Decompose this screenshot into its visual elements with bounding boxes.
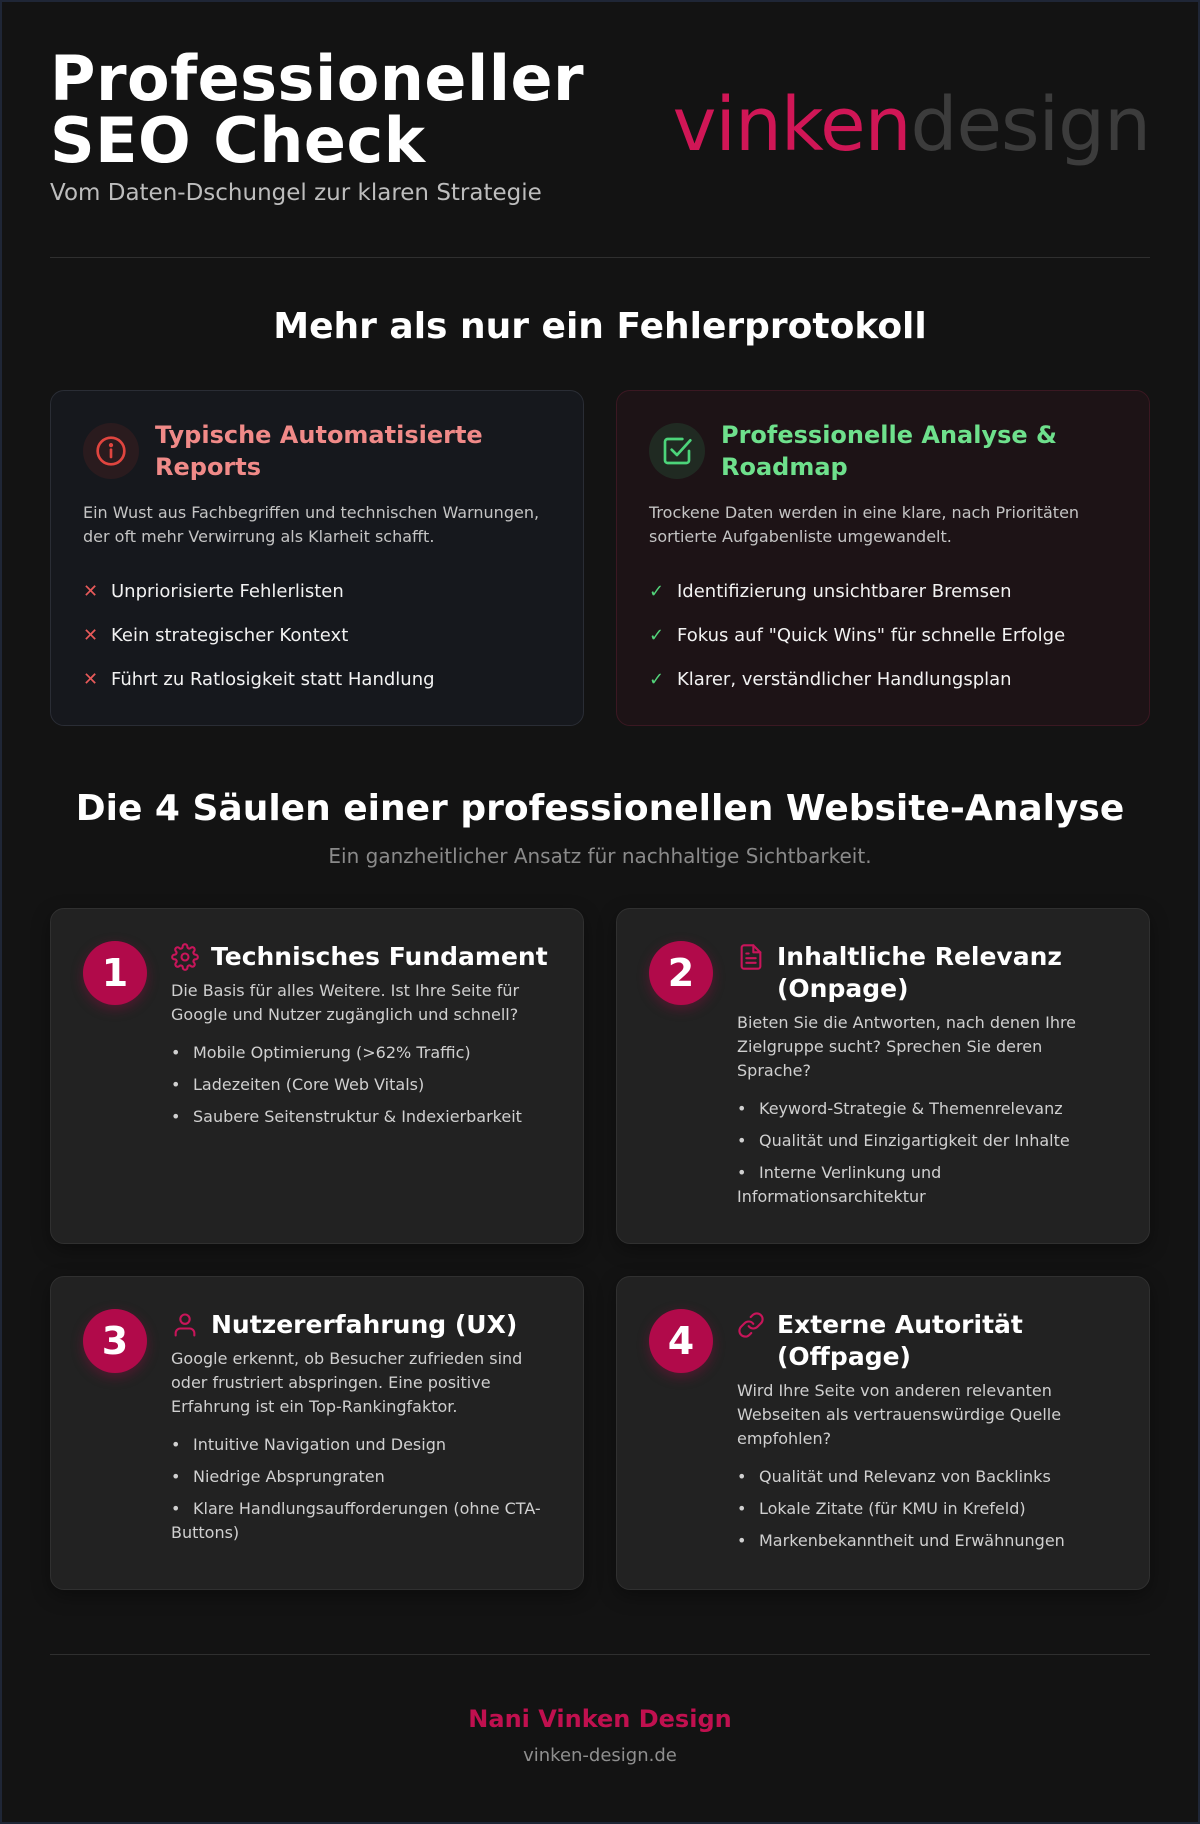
drawback-list bbox=[83, 569, 551, 701]
pillar-description: Bieten Sie die Antworten, nach denen Ihre Zielgruppe sucht? Sprechen Sie deren Sprache? bbox=[737, 1013, 1077, 1080]
list-item: • Klare Handlungsaufforderungen (ohne CTA-Buttons) bbox=[171, 1497, 551, 1545]
pillar-description: Wird Ihre Seite von anderen relevanten Webseiten als vertrauenswürdige Quelle empfohlen? bbox=[737, 1381, 1062, 1448]
pillar-number: 4 bbox=[649, 1309, 713, 1373]
user-icon bbox=[171, 1311, 199, 1339]
card-title: Typische Automatisierte Reports bbox=[155, 421, 483, 481]
professional-analysis-card bbox=[616, 390, 1150, 726]
list-item: • Mobile Optimierung (>62% Traffic) bbox=[171, 1041, 551, 1065]
list-item: • Keyword-Strategie & Themenrelevanz bbox=[737, 1097, 1117, 1121]
document-icon bbox=[737, 943, 765, 971]
list-item: • Ladezeiten (Core Web Vitals) bbox=[171, 1073, 551, 1097]
pillar-list bbox=[171, 1041, 551, 1129]
list-item bbox=[649, 569, 1117, 613]
brand-logo bbox=[673, 80, 1150, 170]
pillar-title: Nutzererfahrung (UX) bbox=[211, 1310, 518, 1339]
list-item: • Saubere Seitenstruktur & Indexierbarkeit bbox=[171, 1105, 551, 1129]
footer-divider bbox=[50, 1654, 1150, 1655]
check-square-icon bbox=[649, 423, 705, 479]
pillar-list bbox=[737, 1097, 1117, 1209]
page-subtitle: Vom Daten-Dschungel zur klaren Strategie bbox=[50, 180, 542, 206]
pillar-title: Inhaltliche Relevanz (Onpage) bbox=[777, 942, 1062, 1003]
list-item: • Markenbekanntheit und Erwähnungen bbox=[737, 1529, 1117, 1553]
pillar-list bbox=[737, 1465, 1117, 1553]
list-item bbox=[83, 569, 551, 613]
check-icon: ✓ bbox=[649, 580, 665, 602]
x-icon: ✕ bbox=[83, 580, 99, 602]
pillar-card-onpage bbox=[616, 908, 1150, 1244]
pillar-number: 1 bbox=[83, 941, 147, 1005]
list-item bbox=[83, 657, 551, 701]
pillar-card-technical bbox=[50, 908, 584, 1244]
check-icon: ✓ bbox=[649, 624, 665, 646]
list-item-label: Fokus auf "Quick Wins" für schnelle Erfolge bbox=[677, 624, 1066, 646]
logo-part-vinken: vinken bbox=[672, 82, 911, 168]
automated-reports-card bbox=[50, 390, 584, 726]
header-divider bbox=[50, 257, 1150, 258]
list-item: • Qualität und Einzigartigkeit der Inhalte bbox=[737, 1129, 1117, 1153]
card-description: Ein Wust aus Fachbegriffen und technischen Warnungen, der oft mehr Verwirrung als Klarheit schafft. bbox=[83, 503, 540, 546]
pillar-description: Die Basis für alles Weitere. Ist Ihre Seite für Google und Nutzer zugänglich und schnell? bbox=[171, 981, 520, 1024]
pillars-section-title: Die 4 Säulen einer professionellen Website-Analyse bbox=[75, 788, 1125, 829]
x-icon: ✕ bbox=[83, 668, 99, 690]
pillar-list bbox=[171, 1433, 551, 1545]
x-icon: ✕ bbox=[83, 624, 99, 646]
pillar-title: Externe Autorität (Offpage) bbox=[777, 1310, 1023, 1371]
info-icon bbox=[83, 423, 139, 479]
list-item-label: Unpriorisierte Fehlerlisten bbox=[111, 580, 344, 602]
footer-website-link[interactable]: vinken-design.de bbox=[523, 1745, 677, 1766]
list-item bbox=[83, 613, 551, 657]
header bbox=[50, 2, 1150, 258]
link-icon bbox=[737, 1311, 765, 1339]
list-item: • Intuitive Navigation und Design bbox=[171, 1433, 551, 1457]
footer-company-name: Nani Vinken Design bbox=[468, 1705, 732, 1733]
pillar-card-offpage bbox=[616, 1276, 1150, 1590]
logo-part-design: design bbox=[910, 82, 1150, 168]
pillars-grid bbox=[50, 908, 1150, 1590]
card-description: Trockene Daten werden in eine klare, nach Prioritäten sortierte Aufgabenliste umgewandelt. bbox=[649, 503, 1080, 546]
pillar-number: 3 bbox=[83, 1309, 147, 1373]
list-item-label: Klarer, verständlicher Handlungsplan bbox=[677, 668, 1012, 690]
pillar-description: Google erkennt, ob Besucher zufrieden sind oder frustriert abspringen. Eine positive Erfahrung ist ein Top-Rankingfaktor. bbox=[171, 1349, 523, 1416]
benefit-list bbox=[649, 569, 1117, 701]
list-item-label: Führt zu Ratlosigkeit statt Handlung bbox=[111, 668, 435, 690]
pillars-section-subtitle: Ein ganzheitlicher Ansatz für nachhaltige Sichtbarkeit. bbox=[328, 844, 872, 868]
list-item: • Qualität und Relevanz von Backlinks bbox=[737, 1465, 1117, 1489]
list-item: • Niedrige Absprungraten bbox=[171, 1465, 551, 1489]
list-item-label: Kein strategischer Kontext bbox=[111, 624, 349, 646]
compare-section-title: Mehr als nur ein Fehlerprotokoll bbox=[273, 306, 927, 347]
list-item bbox=[649, 613, 1117, 657]
list-item bbox=[649, 657, 1117, 701]
gear-icon bbox=[171, 943, 199, 971]
card-title: Professionelle Analyse & Roadmap bbox=[721, 421, 1057, 481]
pillar-title: Technisches Fundament bbox=[211, 942, 548, 971]
list-item: • Lokale Zitate (für KMU in Krefeld) bbox=[737, 1497, 1117, 1521]
pillar-card-ux bbox=[50, 1276, 584, 1590]
pillar-number: 2 bbox=[649, 941, 713, 1005]
list-item-label: Identifizierung unsichtbarer Bremsen bbox=[677, 580, 1012, 602]
compare-cards bbox=[50, 390, 1150, 726]
check-icon: ✓ bbox=[649, 668, 665, 690]
page-title: Professioneller SEO Check bbox=[50, 42, 585, 177]
list-item: • Interne Verlinkung und Informationsarchitektur bbox=[737, 1161, 1117, 1209]
